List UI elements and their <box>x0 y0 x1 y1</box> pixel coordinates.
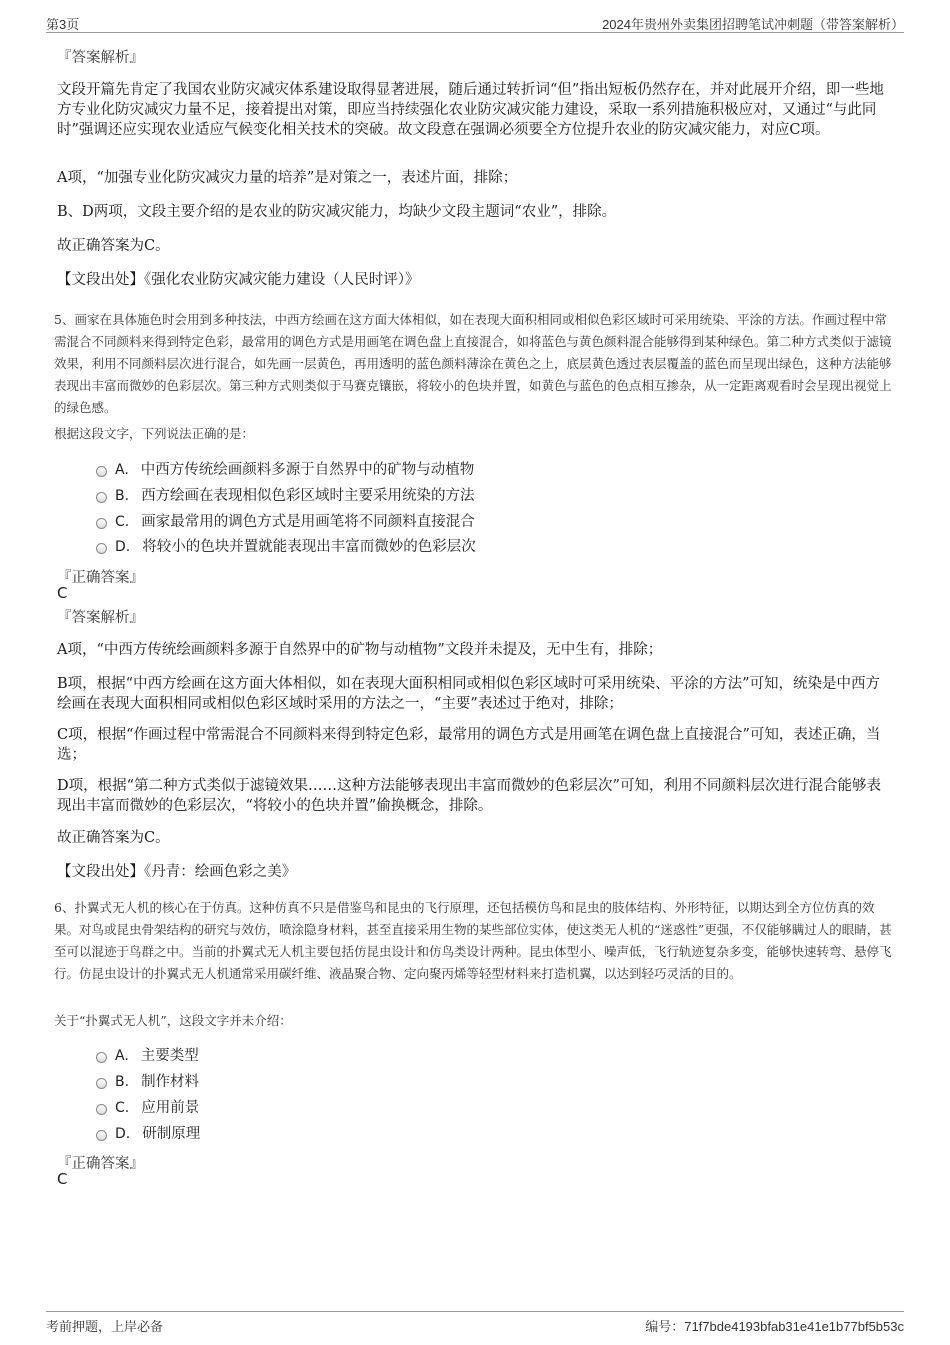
page-number: 第3页 <box>46 17 80 32</box>
footer-slogan: 考前押题，上岸必备 <box>46 1319 164 1334</box>
question-5-prompt: 根据这段文字，下列说法正确的是： <box>54 426 255 441</box>
page-footer <box>46 1311 904 1334</box>
radio-icon[interactable] <box>96 1130 107 1141</box>
document-title: 2024年贵州外卖集团招聘笔试冲刺题（带答案解析） <box>602 17 904 32</box>
correct-answer: C <box>57 1170 68 1188</box>
question-6-prompt: 关于“扑翼式无人机”，这段文字并未介绍： <box>54 1013 292 1028</box>
q5-option-d[interactable]: D. 将较小的色块并置就能表现出丰富而微妙的色彩层次 <box>96 537 476 557</box>
radio-icon[interactable] <box>96 1104 107 1115</box>
radio-icon[interactable] <box>96 466 107 477</box>
analysis-option-d: D项，根据“第二种方式类似于滤镜效果……这种方法能够表现出丰富而微妙的色彩层次”可知，利用不同颜料层次进行混合能够表现出丰富而微妙的色彩层次，“将较小的色块并置”偷换概念，排除。 <box>57 778 881 814</box>
radio-icon[interactable] <box>96 492 107 503</box>
radio-icon[interactable] <box>96 518 107 529</box>
source-citation: 【文段出处】《强化农业防灾减灾能力建设（人民时评）》 <box>57 272 420 288</box>
analysis-option-bd: B、D两项，文段主要介绍的是农业的防灾减灾能力，均缺少文段主题词“农业”，排除。 <box>57 204 617 220</box>
q6-option-d[interactable]: D. 研制原理 <box>96 1124 200 1144</box>
conclusion: 故正确答案为C。 <box>57 238 170 254</box>
q6-option-a[interactable]: A. 主要类型 <box>96 1046 199 1066</box>
q5-option-a[interactable]: A. 中西方传统绘画颜料多源于自然界中的矿物与动植物 <box>96 460 474 480</box>
conclusion: 故正确答案为C。 <box>57 830 170 846</box>
question-6-passage: 6、扑翼式无人机的核心在于仿真。这种仿真不只是借鉴鸟和昆虫的飞行原理，还包括模仿鸟和昆虫的肢体结构、外形特征，以期达到全方位仿真的效果。对鸟或昆虫骨架结构的研究与效仿，喷涂隐身材料，甚至直接采用生物的某些部位实体，使这类无人机的“迷惑性”更强，不仅能够瞒过人的眼睛，甚至可以混迹于鸟群之中。当前的扑翼式无人机主要包括仿昆虫设计和仿鸟类设计两种。昆虫体型小、噪声低，飞行轨迹复杂多变，能够快速转弯、悬停飞行。仿昆虫设计的扑翼式无人机通常采用碳纤维、液晶聚合物、定向聚丙烯等轻型材料来打造机翼，以达到轻巧灵活的目的。 <box>54 900 892 981</box>
page-header <box>46 12 904 33</box>
correct-answer-label: 『正确答案』 <box>57 570 144 586</box>
analysis-option-a: A项，“加强专业化防灾减灾力量的培养”是对策之一，表述片面，排除； <box>57 170 518 186</box>
q6-option-c[interactable]: C. 应用前景 <box>96 1098 199 1118</box>
radio-icon[interactable] <box>96 1052 107 1063</box>
source-citation: 【文段出处】《丹青：绘画色彩之美》 <box>57 864 297 880</box>
q5-option-b[interactable]: B. 西方绘画在表现相似色彩区域时主要采用统染的方法 <box>96 486 475 506</box>
analysis-option-a: A项，“中西方传统绘画颜料多源于自然界中的矿物与动植物”文段并未提及，无中生有，排除； <box>57 642 663 658</box>
radio-icon[interactable] <box>96 1078 107 1089</box>
analysis-option-b: B项，根据“中西方绘画在这方面大体相似，如在表现大面积相同或相似色彩区域时可采用统染、平涂的方法”可知，统染是中西方绘画在表现大面积相同或相似色彩区域时采用的方法之一，“主要”表述过于绝对，排除； <box>57 676 880 712</box>
question-5-passage: 5、画家在具体施色时会用到多种技法，中西方绘画在这方面大体相似，如在表现大面积相同或相似色彩区域时可采用统染、平涂的方法。作画过程中常需混合不同颜料来得到特定色彩，最常用的调色方式是用画笔在调色盘上直接混合，如将蓝色与黄色颜料混合能够得到某种绿色。第二种方式类似于滤镜效果，利用不同颜料层次进行混合，如先画一层黄色，再用透明的蓝色颜料薄涂在黄色之上，底层黄色透过表层覆盖的蓝色而呈现出绿色，这种方法能够表现出丰富而微妙的色彩层次。第三种方式则类似于马赛克镶嵌，将较小的色块并置，如黄色与蓝色的色点相互掺杂，从一定距离观看时会呈现出视觉上的绿色感。 <box>54 312 892 415</box>
q5-option-c[interactable]: C. 画家最常用的调色方式是用画笔将不同颜料直接混合 <box>96 512 475 532</box>
analysis-label: 『答案解析』 <box>57 610 144 626</box>
analysis-option-c: C项，根据“作画过程中常需混合不同颜料来得到特定色彩，最常用的调色方式是用画笔在调色盘上直接混合”可知，表述正确，当选； <box>57 727 881 763</box>
correct-answer: C <box>57 584 68 602</box>
document-serial: 编号：71f7bde4193bfab31e41e1b77bf5b53c <box>645 1319 904 1334</box>
radio-icon[interactable] <box>96 543 107 554</box>
analysis-paragraph: 文段开篇先肯定了我国农业防灾减灾体系建设取得显著进展，随后通过转折词“但”指出短板仍然存在，并对此展开介绍，即一些地方专业化防灾减灾力量不足，接着提出对策，即应当持续强化农业防灾减灾能力建设，采取一系列措施积极应对，又通过“与此同时”强调还应实现农业适应气候变化相关技术的突破。故文段意在强调必须要全方位提升农业的防灾减灾能力，对应C项。 <box>57 82 884 138</box>
q6-option-b[interactable]: B. 制作材料 <box>96 1072 199 1092</box>
correct-answer-label: 『正确答案』 <box>57 1156 144 1172</box>
analysis-label: 『答案解析』 <box>57 50 144 66</box>
